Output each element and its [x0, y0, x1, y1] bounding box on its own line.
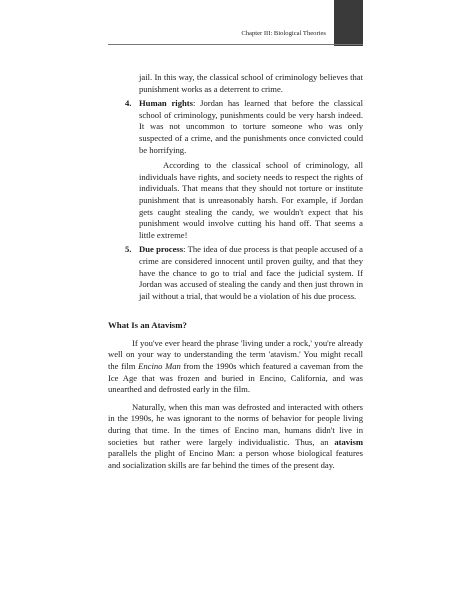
sub-paragraph-text: According to the classical school of criminology, all individuals have rights, and society needs to respect the rights of individuals. That means that they should not torture or institute punishment that is unreasonably harsh. For example, if Jordan gets caught stealing the candy, we wouldn't expect that his punishment would involve cutting his hand off. That seems a little extreme!	[139, 160, 363, 240]
list-item	[108, 98, 363, 156]
list-number: 5.	[125, 244, 132, 255]
body-paragraph	[108, 402, 363, 472]
continued-list-text	[108, 72, 363, 95]
body-paragraph	[108, 338, 363, 396]
section-heading: What Is an Atavism?	[108, 320, 187, 331]
header-divider	[108, 44, 363, 45]
list-term: Human rights	[139, 98, 193, 109]
list-term: Due process	[139, 244, 184, 255]
list-item	[108, 244, 363, 302]
page-body	[108, 72, 363, 477]
key-term: atavism	[334, 436, 363, 447]
list-number: 4.	[125, 98, 132, 109]
list-item-text	[139, 244, 363, 302]
chapter-tab-marker	[334, 0, 363, 46]
paragraph-text: If you've ever heard the phrase 'living under a rock,' you're already well on your way to understanding the term 'atavism.' You might recall the film	[108, 337, 363, 372]
chapter-header: Chapter III: Biological Theories	[241, 30, 326, 37]
list-description: : Jordan has learned that before the classical school of criminology, punishments could be very harsh indeed. It was not uncommon to torture someone who was only suspected of a crime, and the punishments once convicted could be horrifying.	[139, 98, 363, 155]
paragraph-text: Naturally, when this man was defrosted and interacted with others in the 1990s, he was ignorant to the norms of behavior for people living during that time. In the times of Encino man, humans didn't live in societies but rather were largely individualistic. Thus, an	[108, 401, 363, 447]
list-description: : The idea of due process is that people accused of a crime are considered innocent until proven guilty, and that they have the chance to go to trial and face the judicial system. If Jordan was accused of stealing the candy and then just thrown in jail without a trial, that would be a violation of his due process.	[139, 244, 363, 301]
continuation-paragraph: jail. In this way, the classical school of criminology believes that punishment works as a deterrent to crime.	[139, 72, 363, 94]
paragraph-text: parallels the plight of Encino Man: a person whose biological features and socialization skills are far behind the times of the present day.	[108, 448, 363, 470]
film-title: Encino Man	[138, 361, 181, 372]
list-item-text	[139, 98, 363, 156]
indented-paragraph	[108, 160, 363, 241]
paragraph-text: from the 1990s which featured a caveman from the Ice Age that was frozen and buried in Encino, California, and was unearthed and defrosted early in the film.	[108, 361, 363, 395]
